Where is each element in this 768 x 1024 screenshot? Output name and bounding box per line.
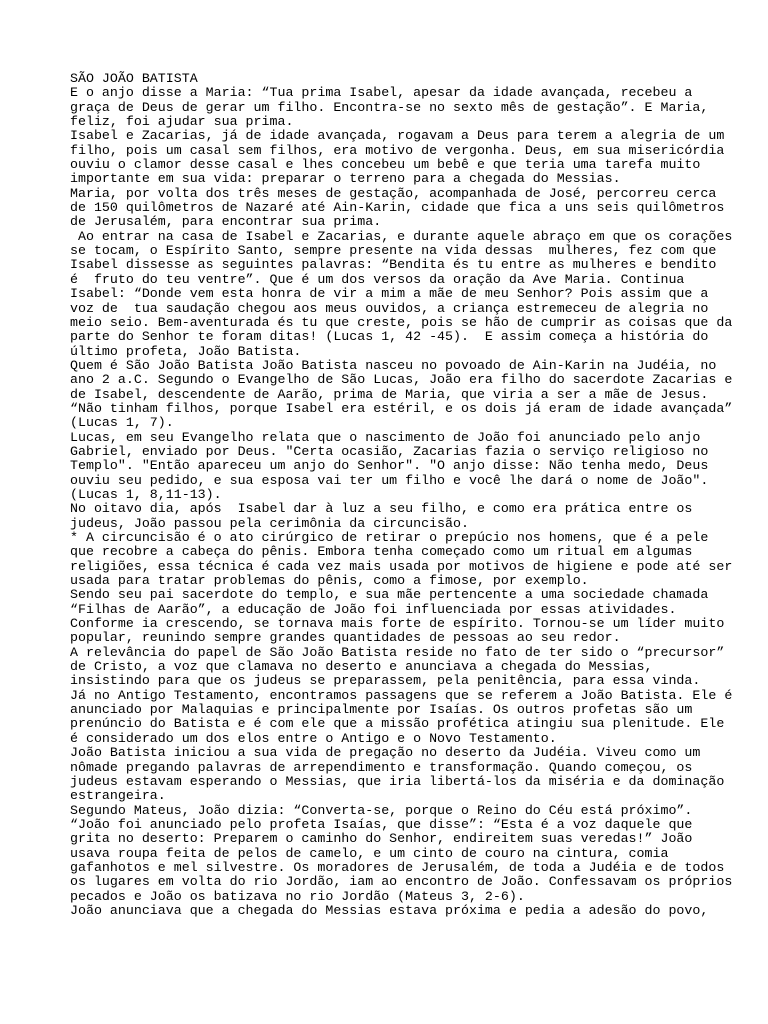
text-line: (Lucas 1, 8,11-13).	[70, 486, 222, 502]
text-line: João Batista iniciou a sua vida de pregação no deserto da Judéia. Viveu como um	[70, 745, 701, 761]
text-line: anunciado por Malaquias e principalmente por Isaías. Os outros profetas são um	[70, 702, 693, 718]
text-line: Segundo Mateus, João dizia: “Converta-se, porque o Reino do Céu está próximo”.	[70, 802, 693, 818]
text-line: ano 2 a.C. Segundo o Evangelho de São Lucas, João era filho do sacerdote Zacarias e	[70, 372, 733, 388]
text-line: de Jerusalém, para encontrar sua prima.	[70, 214, 382, 230]
text-line: que recobre a cabeça do pênis. Embora tenha começado como um ritual em algumas	[70, 544, 693, 560]
text-line: filho, pois um casal sem filhos, era motivo de vergonha. Deus, em sua misericórdia	[70, 142, 725, 158]
text-line: Lucas, em seu Evangelho relata que o nascimento de João foi anunciado pelo anjo	[70, 429, 701, 445]
text-line: graça de Deus de gerar um filho. Encontra-se no sexto mês de gestação”. E Maria,	[70, 99, 709, 115]
text-line: Maria, por volta dos três meses de gestação, acompanhada de José, percorreu cerca	[70, 185, 717, 201]
text-line: No oitavo dia, após Isabel dar à luz a seu filho, e como era prática entre os	[70, 501, 693, 517]
text-line: Sendo seu pai sacerdote do templo, e sua mãe pertencente a uma sociedade chamada	[70, 587, 709, 603]
text-line: Quem é São João Batista João Batista nasceu no povoado de Ain-Karin na Judéia, no	[70, 357, 717, 373]
text-line: Ao entrar na casa de Isabel e Zacarias, e durante aquele abraço em que os corações	[70, 228, 733, 244]
text-line: E o anjo disse a Maria: “Tua prima Isabel, apesar da idade avançada, recebeu a	[70, 85, 693, 101]
text-line: estrangeira.	[70, 788, 166, 804]
text-line: se tocam, o Espírito Santo, sempre presente na vida dessas mulheres, fez com que	[70, 243, 717, 259]
text-line: voz de tua saudação chegou aos meus ouvidos, a criança estremeceu de alegria no	[70, 300, 709, 316]
text-line: de Isabel, descendente de Aarão, prima de Maria, que viria a ser a mãe de Jesus.	[70, 386, 709, 402]
text-line: usava roupa feita de pelos de camelo, e um cinto de couro na cintura, comia	[70, 845, 669, 861]
text-line: “Filhas de Aarão”, a educação de João foi influenciada por essas atividades.	[70, 601, 677, 617]
text-line: é considerado um dos elos entre o Antigo e o Novo Testamento.	[70, 730, 557, 746]
text-line: ouviu seu pedido, e sua esposa vai ter um filho e você lhe dará o nome de João".	[70, 472, 709, 488]
document-page	[70, 72, 742, 918]
text-line: pecados e João os batizava no rio Jordão (Mateus 3, 2-6).	[70, 888, 525, 904]
text-line: gafanhotos e mel silvestre. Os moradores de Jerusalém, de toda a Judéia e de todos	[70, 859, 725, 875]
text-line: meio seio. Bem-aventurada és tu que creste, pois se hão de cumprir as coisas que da	[70, 314, 733, 330]
text-line: * A circuncisão é o ato cirúrgico de retirar o prepúcio nos homens, que é a pele	[70, 530, 709, 545]
text-line: de 150 quilômetros de Nazaré até Ain-Karin, cidade que fica a uns seis quilômetros	[70, 200, 725, 216]
document-title: SÃO JOÃO BATISTA	[70, 71, 198, 86]
text-line: parte do Senhor te foram ditas! (Lucas 1, 42 -45). E assim começa a história do	[70, 329, 709, 345]
text-line: ouviu o clamor desse casal e lhes concebeu um bebê e que teria uma tarefa muito	[70, 157, 701, 173]
text-line: importante em sua vida: preparar o terreno para a chegada do Messias.	[70, 171, 621, 187]
text-line: Conforme ia crescendo, se tornava mais forte de espírito. Tornou-se um líder muito	[70, 616, 725, 632]
text-line: judeus, João passou pela cerimônia da circuncisão.	[70, 515, 469, 531]
text-line: é fruto do teu ventre”. Que é um dos versos da oração da Ave Maria. Continua	[70, 271, 685, 287]
document-body	[70, 86, 742, 918]
text-line: nômade pregando palavras de arrependimento e transformação. Quando começou, os	[70, 759, 693, 775]
text-line: Isabel e Zacarias, já de idade avançada, rogavam a Deus para terem a alegria de um	[70, 128, 725, 144]
text-line: popular, reunindo sempre grandes quantidades de pessoas ao seu redor.	[70, 630, 621, 646]
text-line: Isabel dissesse as seguintes palavras: “Bendita és tu entre as mulheres e bendito	[70, 257, 717, 273]
text-line: Já no Antigo Testamento, encontramos passagens que se referem a João Batista. Ele é	[70, 687, 733, 703]
text-line: (Lucas 1, 7).	[70, 415, 174, 431]
text-line: João anunciava que a chegada do Messias estava próxima e pedia a adesão do povo,	[70, 902, 709, 918]
text-line: judeus estavam esperando o Messias, que iria libertá-los da miséria e da dominação	[70, 773, 725, 789]
text-line: Isabel: “Donde vem esta honra de vir a mim a mãe de meu Senhor? Pois assim que a	[70, 286, 709, 302]
text-line: insistindo para que os judeus se preparassem, pela penitência, para essa vinda.	[70, 673, 701, 689]
text-line: Gabriel, enviado por Deus. "Certa ocasião, Zacarias fazia o serviço religioso no	[70, 443, 709, 459]
text-line: usada para tratar problemas do pênis, como a fimose, por exemplo.	[70, 573, 589, 589]
text-line: “Não tinham filhos, porque Isabel era estéril, e os dois já eram de idade avançada”	[70, 400, 733, 416]
text-line: prenúncio do Batista e é com ele que a missão profética atingiu sua plenitude. Ele	[70, 716, 725, 732]
text-line: A relevância do papel de São João Batista reside no fato de ter sido o “precursor”	[70, 644, 725, 660]
text-line: os lugares em volta do rio Jordão, iam ao encontro de João. Confessavam os próprios	[70, 874, 733, 890]
text-line: grita no deserto: Preparem o caminho do Senhor, endireitem suas veredas!” João	[70, 831, 693, 847]
text-line: Templo". "Então apareceu um anjo do Senhor". "O anjo disse: Não tenha medo, Deus	[70, 458, 709, 474]
text-line: último profeta, João Batista.	[70, 343, 302, 359]
text-line: de Cristo, a voz que clamava no deserto e anunciava a chegada do Messias,	[70, 659, 653, 675]
text-line: “João foi anunciado pelo profeta Isaías, que disse”: “Esta é a voz daquele que	[70, 816, 693, 832]
text-line: feliz, foi ajudar sua prima.	[70, 114, 294, 130]
text-line: religiões, essa técnica é cada vez mais usada por motivos de higiene e pode até ser	[70, 558, 733, 574]
